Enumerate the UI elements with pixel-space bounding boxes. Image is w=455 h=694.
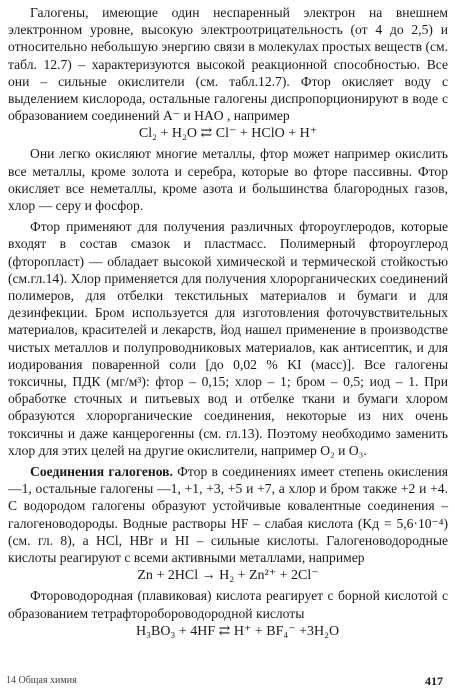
paragraph-halogen-compounds-text: Фтор в соединениях имеет степень окисления —1, остальные галогены —1, +1, +3, +5 и +7, а хлор и бром также +2 и +4. С водородом галогены образуют устойчивые ковалентные соединения – галогеноводороды. Водные растворы HF – слабая кислота (Kд = 5,6·10⁻⁴) (см. гл. 8), а HCl, HBr и HI – сильные кислоты. Галогеноводородные кислоты реагируют с всеми активными металлами, например xyxy=(8,464,448,566)
paragraph-halogen-compounds xyxy=(8,463,448,566)
paragraph-oxidation-metals: Они легко окисляют многие металлы, фтор может например окислить все металлы, кроме золота и серебра, которые во фторе пассивны. Фтор окисляет все неметаллы, кроме азота и большинства благородных газов, хлор — серу и фосфор. xyxy=(8,146,448,214)
paragraph-hydrofluoric-acid: Фтороводородная (плавиковая) кислота реагирует с борной кислотой с образованием тетрафтороборoводородной кислоты xyxy=(8,588,448,621)
footer-book-title: 14 Общая химия xyxy=(6,675,77,686)
equation-zinc-hcl: Zn + 2HCl → H₂ + Zn²⁺ + 2Cl⁻ xyxy=(137,568,319,584)
page-number: 417 xyxy=(425,674,443,688)
paragraph-halogens-properties: Галогены, имеющие один неспаренный электрон на внешнем электронном уровне, высокую электроотрицательность (от 4 до 2,5) и относительно небольшую энергию связи в молекулах простых веществ (см. табл. 12.7) – характеризуются высокой реакционной способностью. Все они – сильные окислители (см. табл.12.7). Фтор окисляет воду с выделением кислорода, остальные галогены диспропорционируют в воде с образованием соединений A⁻ и HAO , например xyxy=(8,5,448,124)
paragraph-applications: Фтор применяют для получения различных фтороуглеродов, которые входят в состав смазок и пластмасс. Полимерный фтороуглерод (фторопласт) — обладает высокой химической и термической стойкостью (см.гл.14). Хлор применяется для получения хлорорганических соединений полимеров, для отбелки текстильных материалов и бумаги и для дезинфекции. Бром используется для изготовления фоточувствительных материалов, красителей и лекарств, йод нашел применение в производстве чистых металлов и полупроводниковых материалов, как антисептик, и для иодирования поваренной соли [до 0,02 % KI (масс)]. Все галогены токсичны, ПДК (мг/м³): фтор – 0,15; хлор – 1; бром – 0,5; иод – 1. При обработке сточных и питьевых вод и отбелке ткани и бумаги хлором образуются хлорорганические соединения, некоторые из них очень токсичны и даже канцерогенны (см. гл.13). Поэтому необходимо заменить хлор для этих целей на другие окислители, например O₂ и O₃. xyxy=(8,219,448,458)
equation-chlorine-water: Cl₂ + H₂O ⇄ Cl⁻ + HClO + H⁺ xyxy=(138,126,318,142)
section-heading: Соединения галогенов. xyxy=(30,464,173,480)
equation-boric-acid: H₃BO₃ + 4HF ⇄ H⁺ + BF₄⁻ +3H₂O xyxy=(136,623,340,639)
